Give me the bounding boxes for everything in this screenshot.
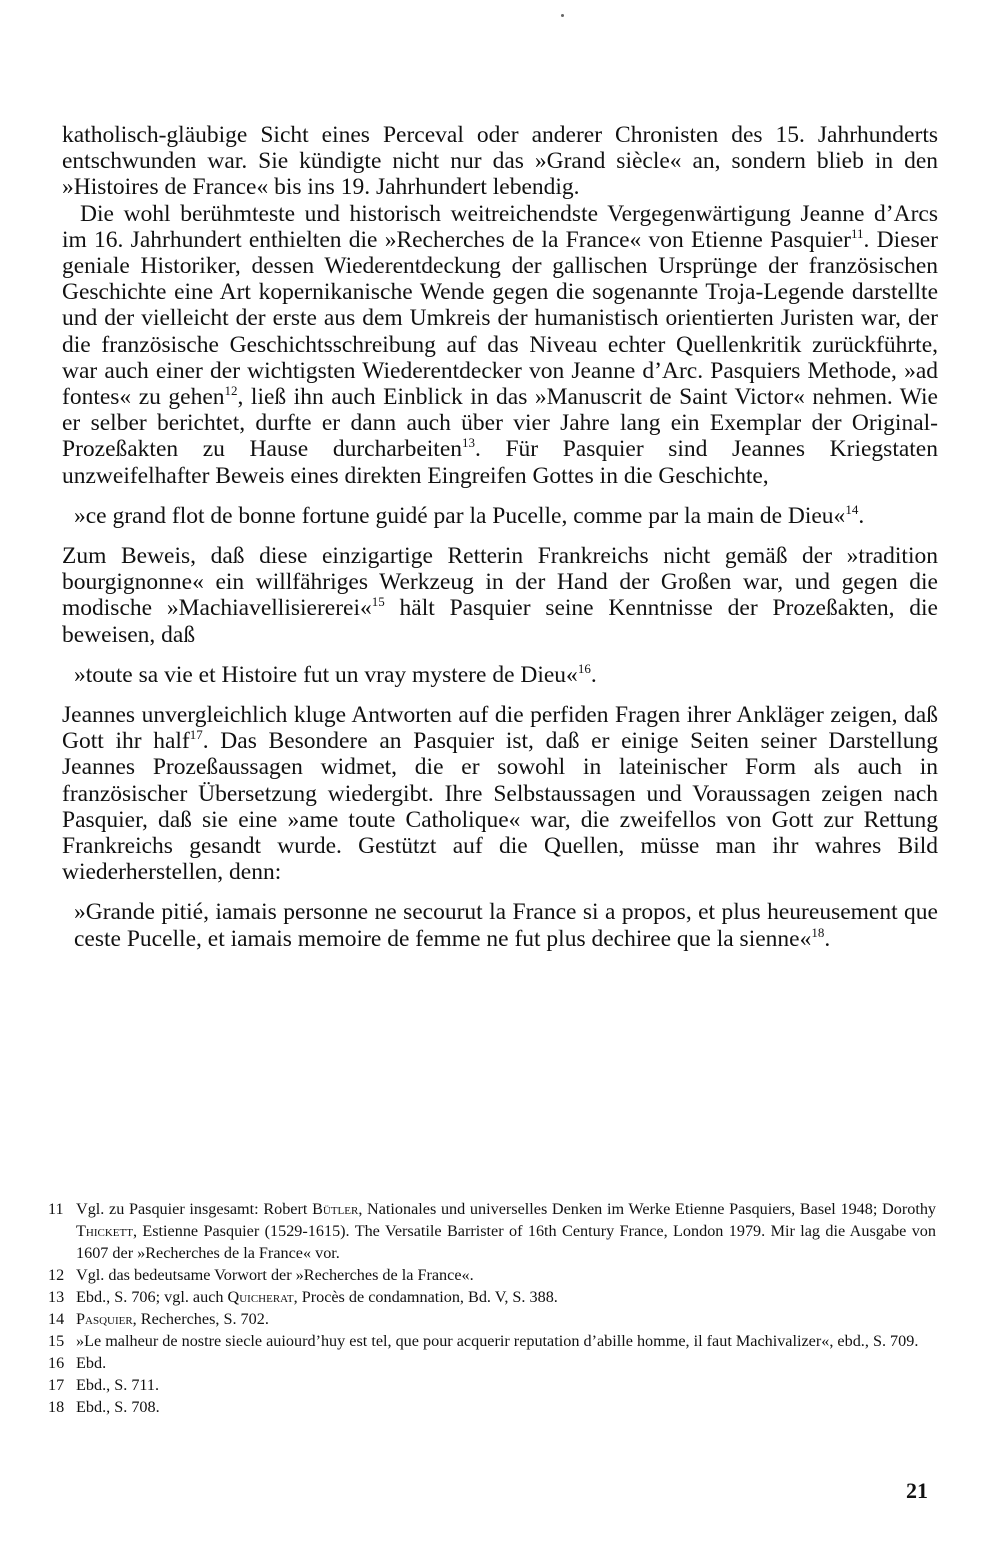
footnote-ref-11[interactable]: 11 [851, 225, 864, 241]
footnote-number: 15 [48, 1332, 65, 1350]
footnote-number: 17 [48, 1376, 65, 1394]
page-number: 21 [906, 1478, 928, 1503]
footnote-ref-16[interactable]: 16 [577, 661, 591, 677]
footnote-text: Ebd., S. 708. [76, 1398, 160, 1416]
footnote-text: , Recherches, S. 702. [132, 1310, 269, 1328]
footnote-text: , Nationales und universelles Denken im Werke Etienne Pasquiers, Basel 1948; Dorothy [358, 1200, 937, 1218]
paragraph-3-part-a: Zum Beweis, daß diese einzigartige Retterin Frankreichs nicht gemäß der »tradition bourgignonne« ein willfähriges Werkzeug in der Hand der Großen war, und gegen die modische »Machiavellisiererei« [62, 543, 938, 622]
paragraph-2-part-d: . Für Pasquier sind Jeannes Kriegstaten unzweifelhafter Beweis eines direkten Eingreifen Gottes in die Geschichte, [62, 436, 938, 489]
footnote-14 [48, 1308, 936, 1330]
footnote-18 [48, 1396, 936, 1418]
paragraph-2-part-c: , ließ ihn auch Einblick in das »Manuscrit de Saint Victor« nehmen. Wie er selber berichtet, durfte er dann auch über vier Jahre lang ein Exemplar der Original-Prozeßakten zu Hause durcharbeiten [62, 384, 938, 463]
paragraph-3-part-b: hält Pasquier seine Kenntnisse der Prozeßakten, die beweisen, daß [62, 595, 938, 648]
footnote-text: Ebd., S. 706; vgl. auch [76, 1288, 228, 1306]
main-text-2 [62, 543, 938, 648]
footnote-text: Ebd., S. 711. [76, 1376, 160, 1394]
footnote-text: Ebd. [76, 1354, 107, 1372]
paragraph-4-part-a: Jeannes unvergleichlich kluge Antworten auf die perfiden Fragen ihrer Ankläger zeigen, daß Gott ihr half [62, 702, 938, 755]
quote-3-text: »Grande pitié, iamais personne ne secourut la France si a propos, et plus heureusement que ceste Pucelle, et iamais memoire de femme ne fut plus dechiree que la sienne« [74, 899, 938, 952]
page-body [62, 122, 938, 966]
author-name: Quicherat [227, 1288, 294, 1306]
footnote-ref-15[interactable]: 15 [371, 594, 385, 610]
quote-1-text: »ce grand flot de bonne fortune guidé par la Pucelle, comme par la main de Dieu« [74, 502, 846, 529]
block-quote-1: »ce grand flot de bonne fortune guidé par la Pucelle, comme par la main de Dieu«$^{14}$. [74, 502, 865, 529]
footnote-text: , Procès de condamnation, Bd. V, S. 388. [293, 1288, 558, 1306]
footnote-ref-14[interactable]: 14 [845, 502, 859, 518]
footnote-number: 18 [48, 1398, 65, 1416]
author-name: Pasquier [76, 1310, 133, 1328]
footnote-13 [48, 1286, 936, 1308]
author-name: Bütler [312, 1200, 359, 1218]
block-quote-3: »Grande pitié, iamais personne ne secourut la France si a propos, et plus heureusement que ceste Pucelle, et iamais memoire de femme ne fut plus dechiree que la sienne«$^{18}$. [74, 899, 938, 952]
footnote-17 [48, 1374, 936, 1396]
paragraph-2 [62, 201, 938, 489]
footnote-number: 12 [48, 1266, 65, 1284]
paragraph-3 [62, 543, 938, 648]
footnote-ref-17[interactable]: 17 [189, 727, 203, 743]
footnote-number: 16 [48, 1354, 65, 1372]
footnote-15 [48, 1330, 936, 1352]
paragraph-4-part-b: . Das Besondere an Pasquier ist, daß er einige Seiten seiner Darstellung Jeannes Prozeßaussagen widmet, die er sowohl in lateinischer Form als auch in französischer Übersetzung wiedergibt. Ihre Selbstaussagen und Voraussagen zeigen nach Pasquier, daß sie eine »ame toute Catholique« war, die zweifellos von Gott zur Rettung Frankreichs gesandt wurde. Gestützt auf die Quellen, müsse man ihr wahres Bild wiederherstellen, denn: [62, 728, 938, 886]
footnote-number: 13 [48, 1288, 65, 1306]
scan-speck [561, 14, 564, 17]
footnote-text: Vgl. zu Pasquier insgesamt: Robert [76, 1200, 313, 1218]
footnote-text: »Le malheur de nostre siecle auiourd’huy est tel, que pour acquerir reputation d’abille homme, il faut Machivalizer«, ebd., S. 709. [76, 1332, 919, 1350]
quote-2-text: »toute sa vie et Histoire fut un vray mystere de Dieu« [74, 661, 578, 688]
footnote-16 [48, 1352, 936, 1374]
author-name: Thickett [76, 1222, 133, 1240]
block-quote-2: »toute sa vie et Histoire fut un vray mystere de Dieu«$^{16}$. [74, 661, 597, 688]
paragraph-4 [62, 702, 938, 885]
footnote-number: 14 [48, 1310, 65, 1328]
footnote-ref-18[interactable]: 18 [811, 924, 825, 940]
paragraph-2-part-b: . Dieser geniale Historiker, dessen Wiederentdeckung der gallischen Ursprünge der französischen Geschichte eine Art kopernikanische Wende gegen die sogenannte Troja-Legende darstellte und der vielleicht der erste aus dem Umkreis der humanistisch orientierten Juristen war, der die französische Geschichtsschreibung auf das Niveau echter Quellenkritik zurückführte, war auch einer der wichtigsten Wiederentdecker von Jeanne d’Arc. Pasquiers Methode, »ad fontes« zu gehen [62, 226, 938, 411]
footnote-text: Vgl. das bedeutsame Vorwort der »Recherches de la France«. [76, 1266, 474, 1284]
footnote-text: , Estienne Pasquier (1529-1615). The Versatile Barrister of 16th Century France, London 1979. Mir lag die Ausgabe von 1607 der »Recherches de la France« vor. [76, 1222, 936, 1262]
footnotes [48, 1198, 936, 1418]
footnote-number: 11 [48, 1200, 64, 1218]
footnote-12 [48, 1264, 936, 1286]
footnote-ref-12[interactable]: 12 [224, 383, 238, 399]
footnote-ref-13[interactable]: 13 [462, 435, 476, 451]
main-text [62, 122, 938, 489]
main-text-3 [62, 702, 938, 885]
footnote-11 [48, 1198, 936, 1264]
paragraph-2-part-a: Die wohl berühmteste und historisch weitreichendste Vergegenwärtigung Jeanne d’Arcs im 16. Jahrhundert enthielten die »Recherches de la France« von Etienne Pasquier [62, 200, 938, 253]
paragraph-1: katholisch-gläubige Sicht eines Perceval oder anderer Chronisten des 15. Jahrhunderts entschwunden war. Sie kündigte nicht nur das »Grand siècle« an, sondern blieb in den »Histoires de France« bis ins 19. Jahrhundert lebendig. [62, 122, 938, 201]
